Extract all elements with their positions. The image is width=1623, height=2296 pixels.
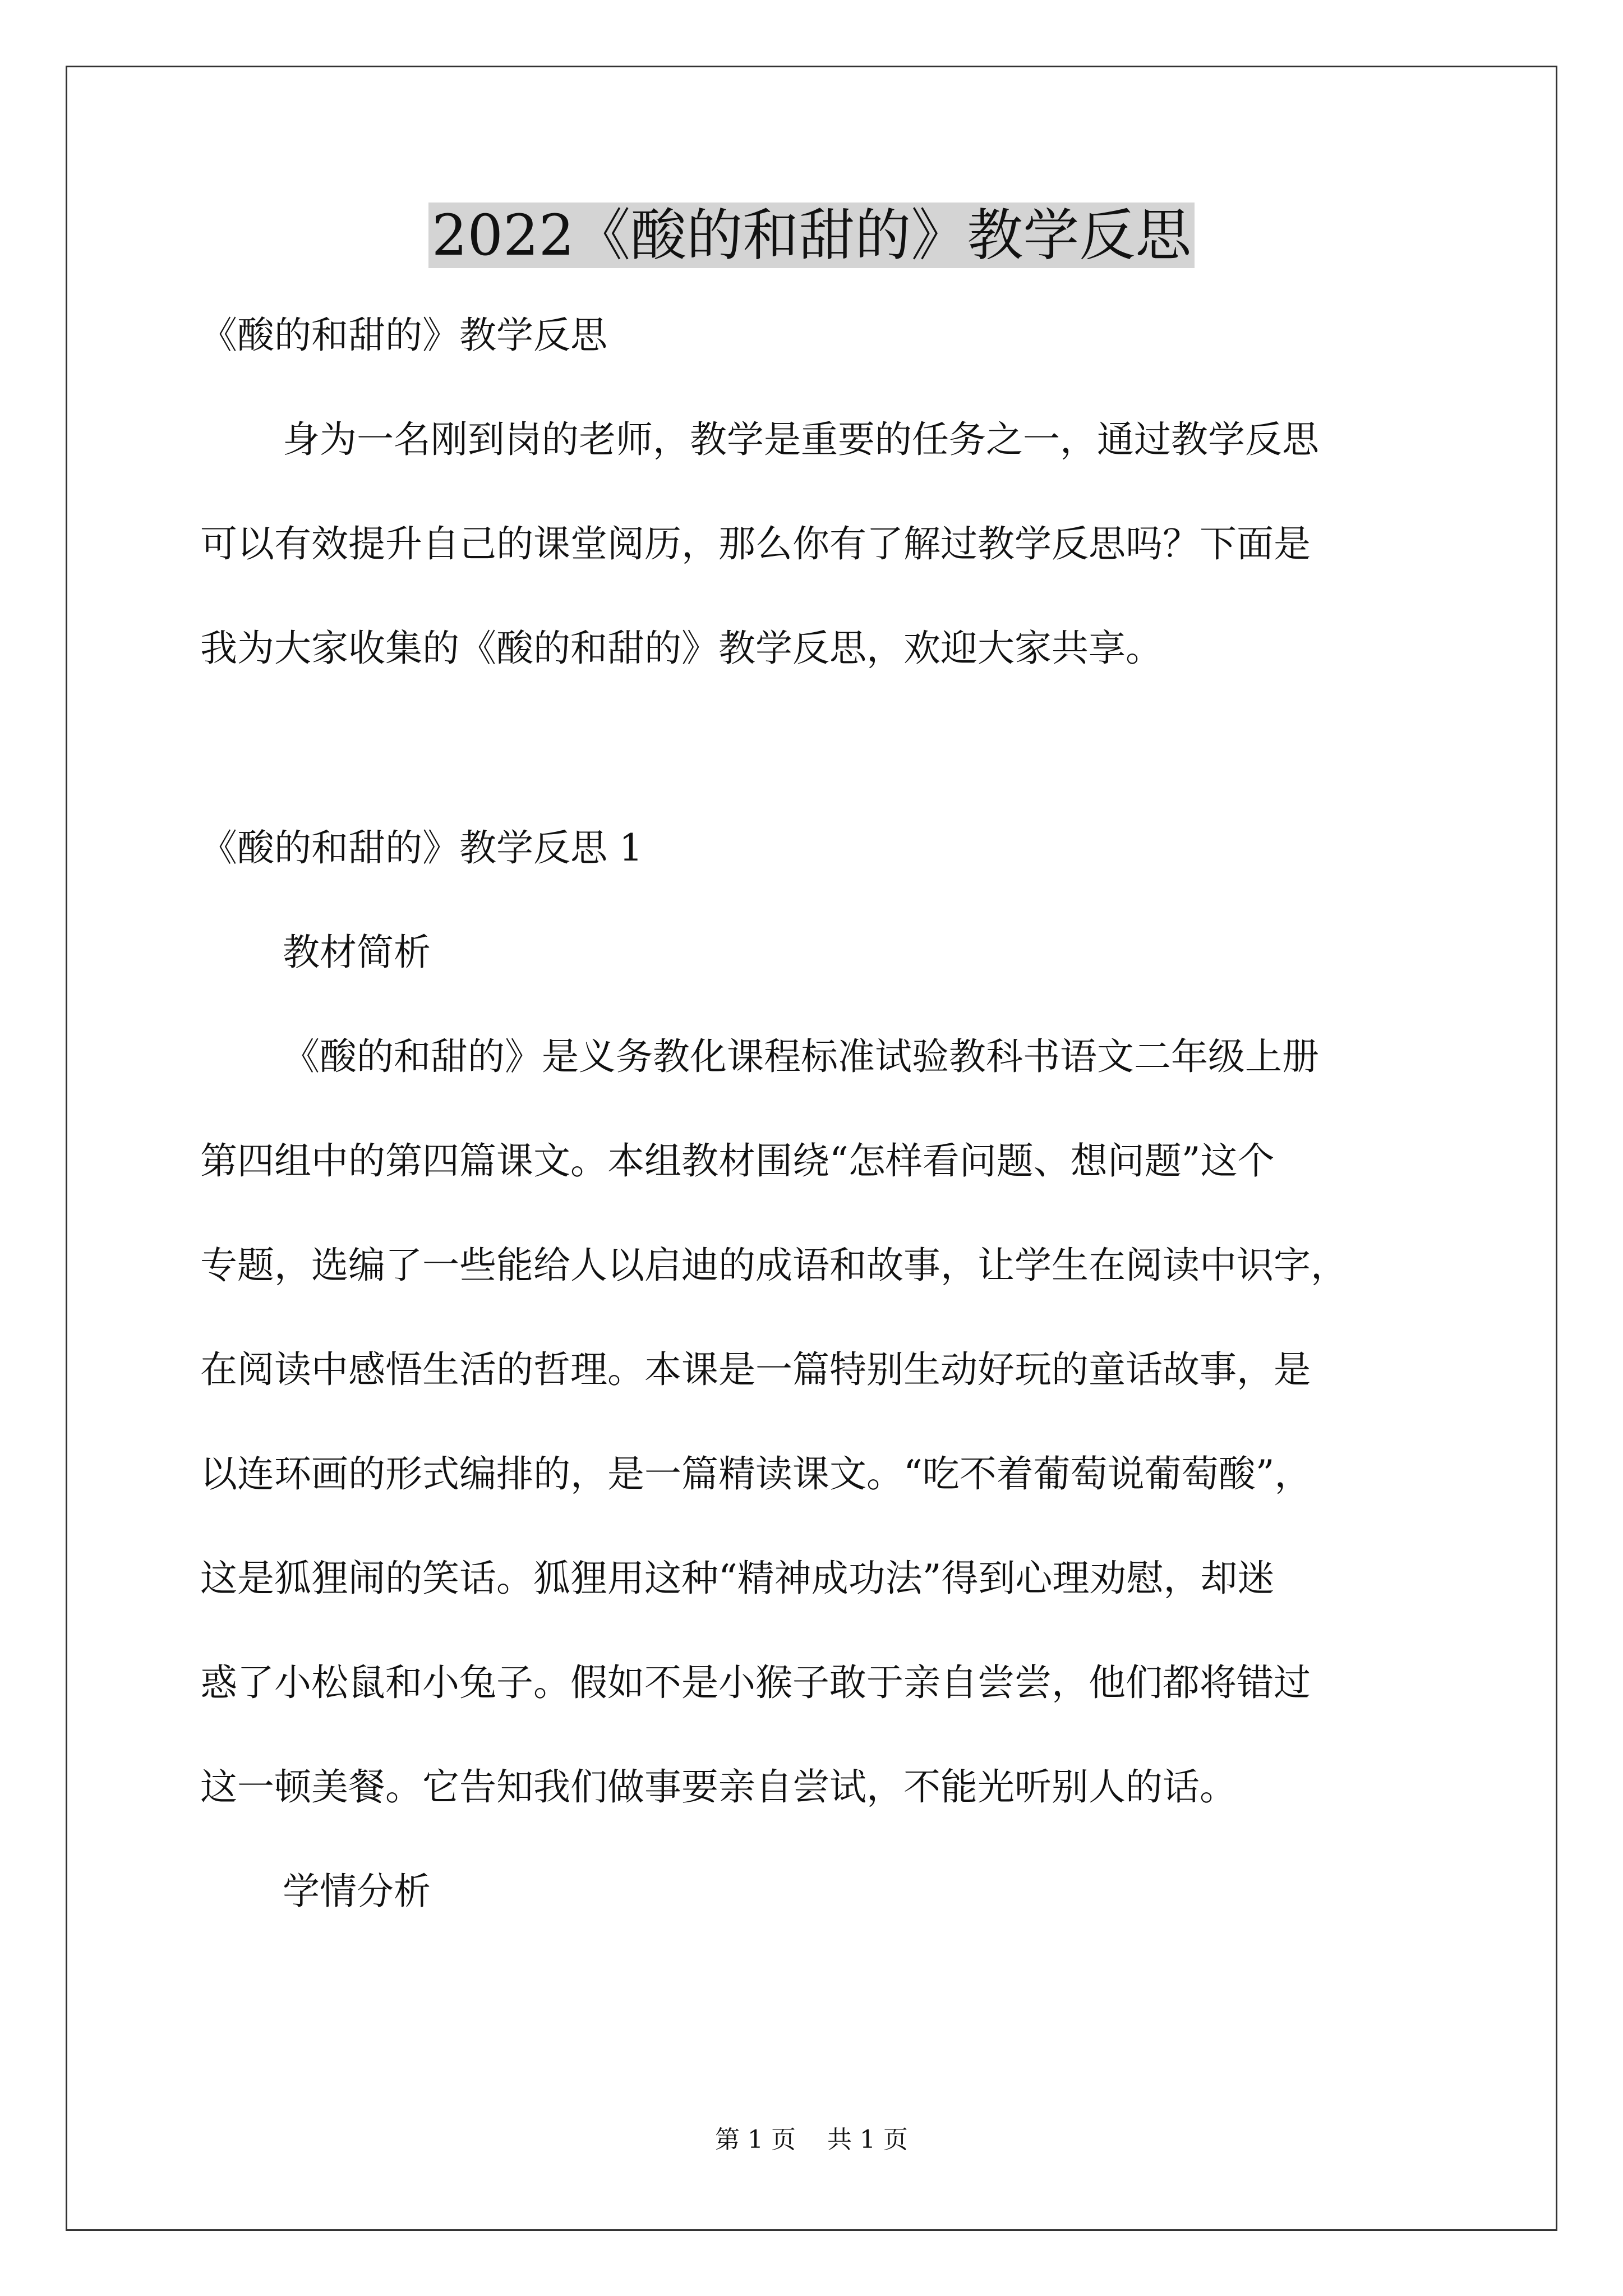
paragraph-line: 可以有效提升自己的课堂阅历，那么你有了解过教学反思吗？下面是 <box>200 522 1311 565</box>
paragraph-line: 《酸的和甜的》教学反思 1 <box>200 826 643 869</box>
paragraph-line: 教材简析 <box>283 931 431 974</box>
paragraph-line: 《酸的和甜的》是义务教化课程标准试验教科书语文二年级上册 <box>283 1035 1319 1078</box>
paragraph-line: 学情分析 <box>283 1870 431 1913</box>
paragraph-line: 这一顿美餐。它告知我们做事要亲自尝试，不能光听别人的话。 <box>200 1765 1237 1809</box>
paragraph-line: 身为一名刚到岗的老师，教学是重要的任务之一，通过教学反思 <box>283 418 1319 461</box>
paragraph-line: 以连环画的形式编排的，是一篇精读课文。“吃不着葡萄说葡萄酸”， <box>200 1452 1312 1496</box>
paragraph-line: 《酸的和甜的》教学反思 <box>200 314 607 357</box>
paragraph-line: 我为大家收集的《酸的和甜的》教学反思，欢迎大家共享。 <box>200 627 1163 670</box>
document-title <box>0 199 1623 272</box>
paragraph-line: 第四组中的第四篇课文。本组教材围绕“怎样看问题、想问题”这个 <box>200 1139 1275 1182</box>
paragraph-line: 这是狐狸闹的笑话。狐狸用这种“精神成功法”得到心理劝慰，却迷 <box>200 1557 1275 1600</box>
paragraph-line: 惑了小松鼠和小兔子。假如不是小猴子敢于亲自尝尝，他们都将错过 <box>200 1661 1311 1704</box>
paragraph-line: 专题，选编了一些能给人以启迪的成语和故事，让学生在阅读中识字， <box>200 1244 1348 1287</box>
document-title-text: 2022《酸的和甜的》教学反思 <box>428 203 1195 268</box>
page-footer: 第 1 页 共 1 页 <box>715 2125 908 2154</box>
document-body <box>200 314 1434 1913</box>
paragraph-line: 在阅读中感悟生活的哲理。本课是一篇特别生动好玩的童话故事，是 <box>200 1348 1311 1391</box>
